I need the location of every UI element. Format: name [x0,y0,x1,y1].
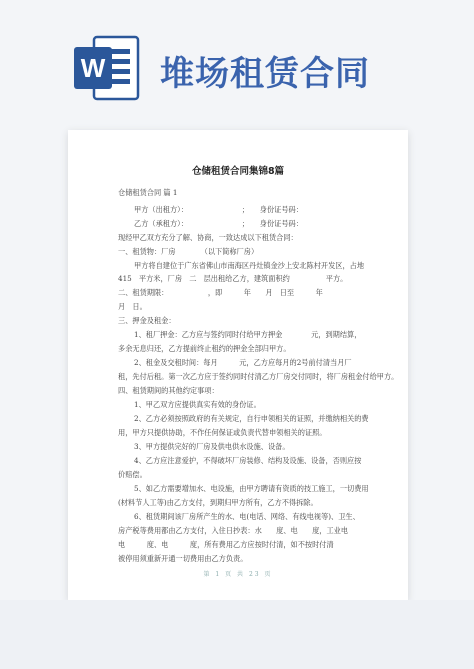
document-line: (材料节人工等)由乙方支付，到期归甲方所有，乙方不得拆除。 [118,498,318,507]
document-line: 四、租赁期间的其他约定事项： [118,386,219,395]
document-subheading: 仓储租赁合同 篇 1 [118,188,178,197]
bottom-band [0,600,474,669]
page-indicator: 第 1 页 共 23 页 [203,571,273,578]
document-page [68,130,408,600]
document-line: 二、租赁期限： ，即 年 月 日至 年 [118,288,323,297]
document-line: 现经甲乙双方充分了解、协商，一致达成以下租赁合同： [118,233,298,242]
document-line: 房产税等费用都由乙方支付，入住日抄表：水 度、电 度，工业电 [118,526,349,535]
word-document-icon [72,35,140,101]
document-line: 价赔偿。 [118,470,147,479]
document-line: 5、如乙方需要增加水、电设施，由甲方聘请有资质的技工施工，一切费用 [134,484,369,493]
document-title: 仓储租赁合同集锦8篇 [191,166,285,177]
document-line: 月 日。 [118,302,147,311]
document-line: 1、甲乙双方应提供真实有效的身份证。 [134,400,261,409]
svg-text:W: W [80,53,106,83]
document-line: 多余无息归还，乙方提前终止租约的押金全部归甲方。 [118,344,291,353]
document-line: 4、乙方应注意爱护，不得破坏厂房装修、结构及设施、设备，否则应按 [134,456,362,465]
document-line: 甲方将自建位于广东省佛山市南海区丹灶镇金沙上安北陈村开发区，占地 [134,261,365,270]
document-line: 2、租金及交租时间：每月 元，乙方应每月的2号前付清当月厂 [134,358,352,367]
document-line: 甲方（出租方）： ； 身份证号码： [134,205,303,214]
document-line: 乙方（承租方）： ； 身份证号码： [134,219,303,228]
document-line: 一、租赁物：厂房 （以下简称厂房） [118,247,259,256]
document-line: 用，甲方只提供协助，不作任何保证或负责代替申领相关的证照。 [118,428,327,437]
banner [0,0,474,130]
page-title: 堆场租赁合同 [160,54,370,94]
document-line: 被停用须重新开通一切费用由乙方负责。 [118,554,248,563]
document-line: 6、租赁期间该厂房所产生的水、电(电话、网络、有线电视等)、卫生、 [134,512,360,521]
document-line: 电 度、电 度，所有费用乙方应按时付清，如不按时付清 [118,540,334,549]
document-line: 三、押金及租金： [118,316,176,325]
document-line: 3、甲方提供完好的厂房及供电供水设施、设备。 [134,442,290,451]
document-line: 1、租厂押金：乙方应与签约同时付给甲方押金 元，到期结算， [134,330,362,339]
document-line: 415 平方米，厂房 二 层出租给乙方，建筑面积约 平方。 [118,274,348,283]
document-line: 2、乙方必须按照政府的有关规定，自行申领相关的证照，并缴纳相关的费 [134,414,369,423]
document-line: 租，先付后租。第一次乙方应于签约同时付清乙方厂房交付同时，将厂房租金付给甲方。 [118,372,399,381]
